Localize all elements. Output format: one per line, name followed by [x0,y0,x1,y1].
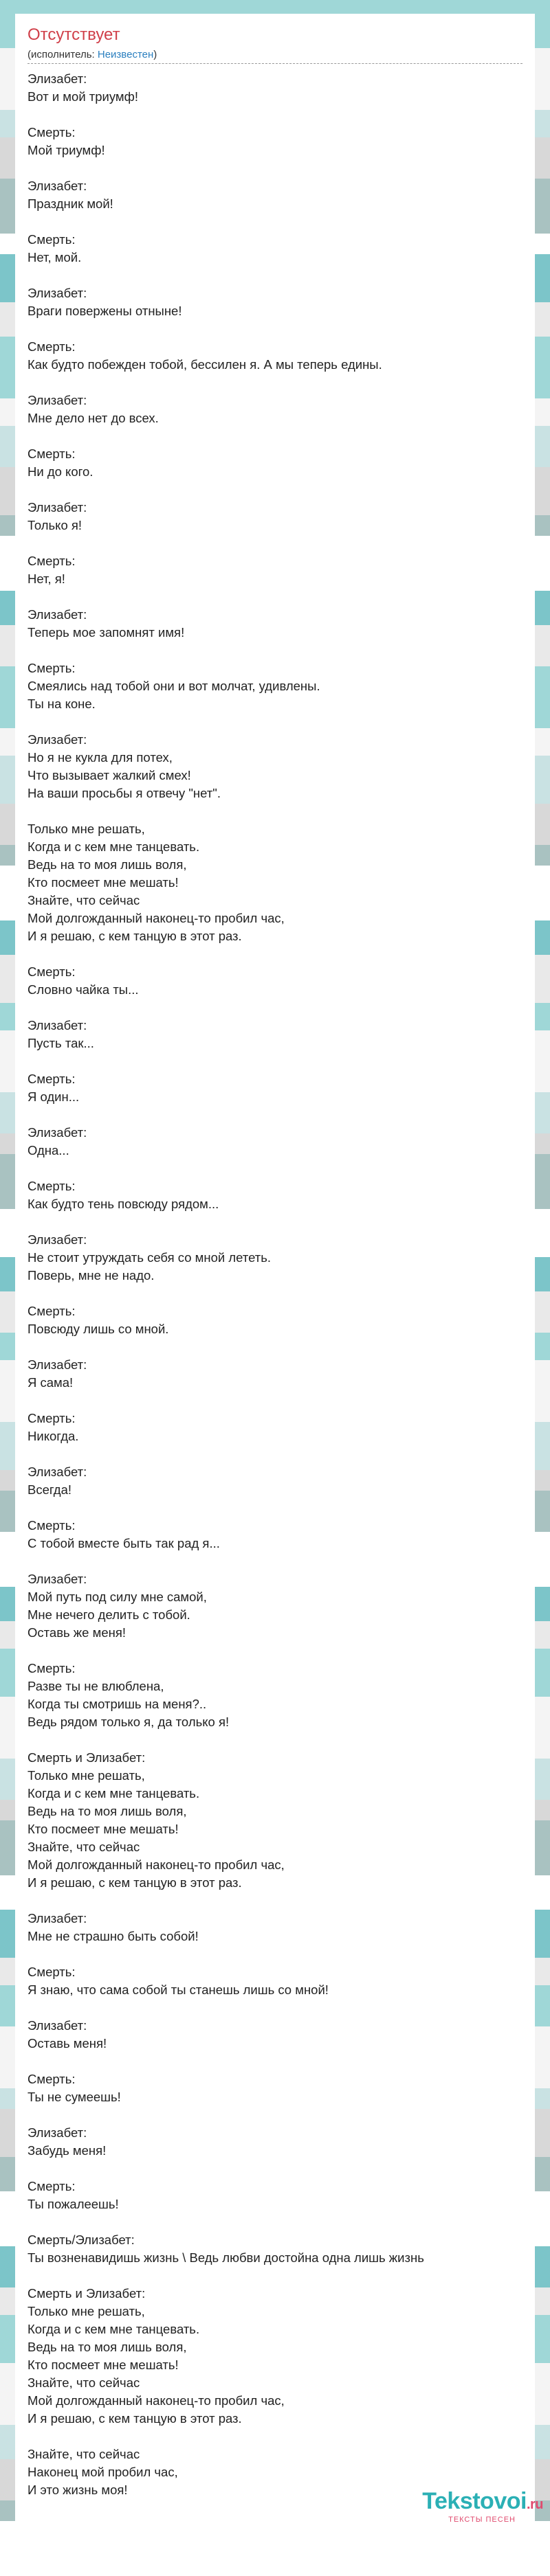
lyric-line: Смерть: [28,339,76,354]
lyric-line [28,1892,522,1910]
lyric-line: Оставь же меня! [28,1625,126,1640]
performer-line [28,48,157,62]
lyric-line: Словно чайка ты... [28,982,139,997]
lyric-line: Одна... [28,1143,69,1157]
lyric-line: Кто посмеет мне мешать! [28,2358,179,2372]
title-divider [28,63,522,64]
lyric-line: Враги повержены отныне! [28,304,182,318]
lyric-line: Ведь на то моя лишь воля, [28,1804,187,1818]
lyric-line: Знайте, что сейчас [28,893,140,907]
logo-tagline: ТЕКСТЫ ПЕСЕН [448,2516,516,2524]
lyric-line: Когда и с кем мне танцевать. [28,1786,200,1800]
lyric-line: Элизабет: [28,71,87,86]
lyric-line: Знайте, что сейчас [28,1840,140,1854]
lyric-line: Ты пожалеешь! [28,2197,119,2211]
lyric-line: Смерть: [28,964,76,979]
lyric-line: Смеялись над тобой они и вот молчат, удивлены. [28,679,320,693]
lyric-line [28,534,522,552]
lyric-line: Знайте, что сейчас [28,2447,140,2461]
lyric-line [28,159,522,177]
lyric-line [28,1392,522,1410]
lyric-line: Наконец мой пробил час, [28,2465,178,2479]
lyric-line: Как будто тень повсюду рядом... [28,1197,219,1211]
lyric-line: И я решаю, с кем танцую в этот раз. [28,1875,242,1890]
lyric-line: Но я не кукла для потех, [28,750,173,765]
lyric-line: Кто посмеет мне мешать! [28,875,179,890]
lyric-line [28,1445,522,1463]
lyric-line [28,588,522,606]
lyric-line [28,427,522,445]
lyric-line: Мне дело нет до всех. [28,411,159,425]
lyric-line: Смерть: [28,125,76,139]
lyric-line: Элизабет: [28,393,87,407]
lyric-line: Только мне решать, [28,822,145,836]
song-title: Отсутствует [28,25,120,44]
lyric-line: Ты на коне. [28,697,96,711]
lyric-line: Мне нечего делить с тобой. [28,1607,190,1622]
lyric-line: Элизабет: [28,500,87,515]
lyric-line [28,213,522,231]
lyric-line: Смерть: [28,1304,76,1318]
lyric-line: Смерть: [28,1965,76,1979]
lyric-line [28,1106,522,1124]
lyric-line: Я один... [28,1089,80,1104]
lyric-line: Когда ты смотришь на меня?.. [28,1697,207,1711]
lyric-line [28,1285,522,1302]
lyric-line: Смерть: [28,2072,76,2086]
lyric-line: Смерть: [28,1518,76,1533]
lyric-line [28,106,522,124]
lyric-line: Ты возненавидишь жизнь \ Ведь любви достойна одна лишь жизнь [28,2250,424,2265]
lyric-line: Забудь меня! [28,2143,107,2158]
lyrics-panel [15,14,535,2536]
lyric-line: Элизабет: [28,732,87,747]
lyric-line [28,1052,522,1070]
lyric-line: И я решаю, с кем танцую в этот раз. [28,2411,242,2426]
lyric-line [28,1499,522,1517]
lyric-line [28,1552,522,1570]
lyric-line: Элизабет: [28,2125,87,2140]
lyric-line: Мой путь под силу мне самой, [28,1590,207,1604]
lyric-line: Смерть: [28,447,76,461]
lyric-line: Только мне решать, [28,2304,145,2318]
lyric-line: Ты не сумеешь! [28,2090,121,2104]
lyric-line: Элизабет: [28,607,87,622]
logo-wordmark [422,2489,543,2517]
lyric-line [28,642,522,659]
lyric-line [28,1731,522,1749]
lyric-line: Мой долгожданный наконец-то пробил час, [28,1857,285,1872]
lyric-line: Праздник мой! [28,196,113,211]
lyric-line: Когда и с кем мне танцевать. [28,839,200,854]
lyric-line [28,320,522,338]
lyric-line: Пусть так... [28,1036,94,1050]
lyric-line: Ведь рядом только я, да только я! [28,1715,230,1729]
lyric-line: С тобой вместе быть так рад я... [28,1536,220,1550]
lyric-line: Теперь мое запомнят имя! [28,625,185,640]
lyric-line: Что вызывает жалкий смех! [28,768,191,782]
lyric-line [28,374,522,392]
lyric-line: Элизабет: [28,286,87,300]
lyric-line: Мой долгожданный наконец-то пробил час, [28,911,285,925]
lyric-line: Смерть: [28,1179,76,1193]
lyric-line: Смерть и Элизабет: [28,1750,146,1765]
lyrics-text [28,70,522,2499]
lyric-line: Оставь меня! [28,2036,107,2050]
lyric-line: Разве ты не влюблена, [28,1679,164,1693]
lyric-line: Мне не страшно быть собой! [28,1929,199,1943]
lyric-line: Когда и с кем мне танцевать. [28,2322,200,2336]
lyric-line: Элизабет: [28,1572,87,1586]
lyric-line: И это жизнь моя! [28,2483,128,2497]
lyric-line: Смерть: [28,1411,76,1425]
lyric-line: Я знаю, что сама собой ты станешь лишь со мной! [28,1982,329,1997]
lyric-line: Смерть: [28,232,76,247]
lyric-line: Элизабет: [28,179,87,193]
lyric-line: Элизабет: [28,2018,87,2033]
lyric-line: Элизабет: [28,1018,87,1032]
lyric-line: Всегда! [28,1482,72,1497]
lyric-line: Нет, мой. [28,250,82,264]
lyric-line: Кто посмеет мне мешать! [28,1822,179,1836]
lyric-line: Смерть и Элизабет: [28,2286,146,2301]
lyric-line [28,2267,522,2285]
lyric-line: Ведь на то моя лишь воля, [28,2340,187,2354]
lyric-line [28,1160,522,1177]
lyric-line [28,1642,522,1660]
lyric-line [28,2160,522,2178]
lyric-line: Смерть: [28,554,76,568]
lyric-line: Мой триумф! [28,143,105,157]
lyric-line: Элизабет: [28,1125,87,1140]
lyric-line [28,2106,522,2124]
lyric-line: Поверь, мне не надо. [28,1268,155,1283]
lyric-line: Мой долгожданный наконец-то пробил час, [28,2393,285,2408]
lyric-line: Никогда. [28,1429,79,1443]
lyric-line: Знайте, что сейчас [28,2375,140,2390]
logo-name: Tekstovoi [422,2488,527,2514]
lyric-line [28,802,522,820]
lyric-line: Вот и мой триумф! [28,89,139,104]
lyric-line: Смерть: [28,661,76,675]
lyric-line [28,1338,522,1356]
lyric-line: Смерть: [28,2179,76,2193]
lyric-line: Не стоит утруждать себя со мной лететь. [28,1250,272,1265]
lyric-line: Только я! [28,518,82,532]
lyric-line [28,1945,522,1963]
lyric-line: Только мне решать, [28,1768,145,1783]
lyric-line [28,1213,522,1231]
lyric-line [28,2428,522,2445]
lyric-line [28,713,522,731]
logo-tld: .ru [526,2497,543,2512]
lyric-line [28,999,522,1017]
lyric-line [28,481,522,499]
lyric-line: Я сама! [28,1375,74,1390]
lyric-line: Смерть: [28,1072,76,1086]
lyric-line: Элизабет: [28,1911,87,1925]
lyric-line [28,945,522,963]
lyric-line [28,2213,522,2231]
performer-link[interactable]: Неизвестен [97,49,154,60]
lyric-line: Элизабет: [28,1357,87,1372]
lyric-line: Смерть/Элизабет: [28,2233,135,2247]
performer-prefix: (исполнитель: [28,49,98,60]
lyric-line: Смерть: [28,1661,76,1675]
lyric-line: На ваши просьбы я отвечу "нет". [28,786,221,800]
lyric-line: Элизабет: [28,1232,87,1247]
site-logo[interactable] [422,2489,543,2524]
lyric-line [28,1999,522,2017]
lyric-line [28,2053,522,2070]
lyric-line: Нет, я! [28,572,65,586]
lyric-line: Ведь на то моя лишь воля, [28,857,187,872]
lyric-line: Повсюду лишь со мной. [28,1322,169,1336]
lyric-line: Элизабет: [28,1465,87,1479]
lyric-line: И я решаю, с кем танцую в этот раз. [28,929,242,943]
lyric-line [28,267,522,284]
lyric-line: Ни до кого. [28,464,94,479]
lyric-line: Как будто побежден тобой, бессилен я. А мы теперь едины. [28,357,382,372]
performer-suffix: ) [153,49,157,60]
